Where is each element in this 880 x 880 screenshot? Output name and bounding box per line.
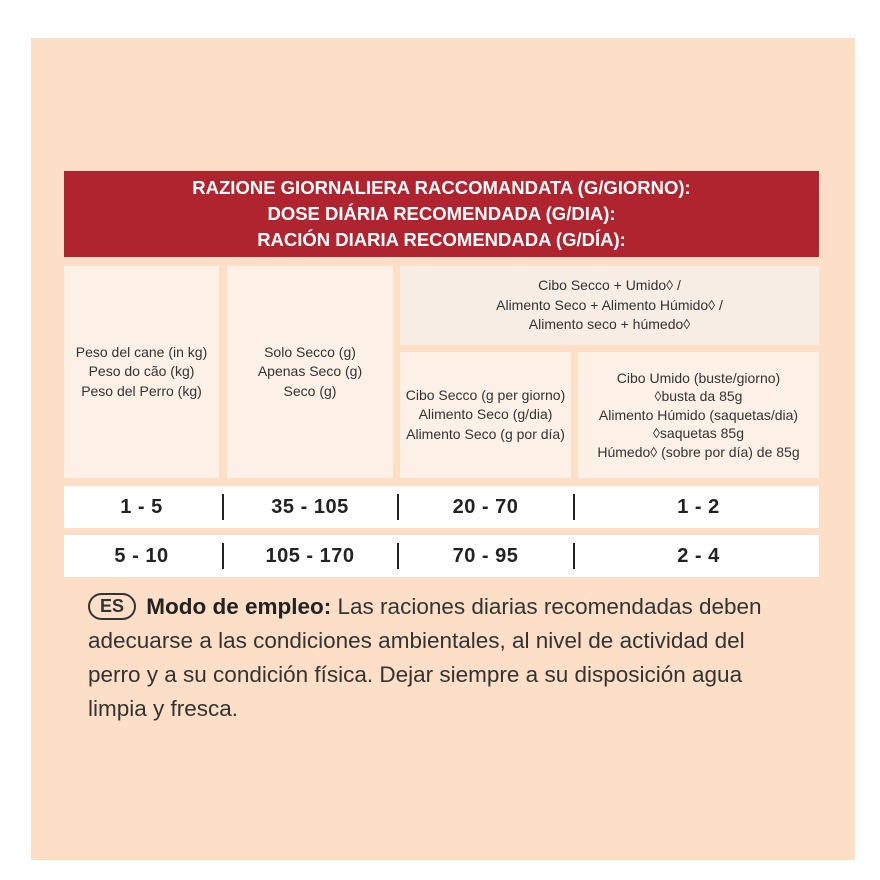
usage-heading: Modo de empleo: [146,594,332,619]
header-mixed-dry: Cibo Secco (g per giorno) Alimento Seco (g/dia) Alimento Seco (g por día) [400,352,571,478]
table-title-banner [64,171,819,257]
column-separator [222,543,224,569]
table-row [64,535,819,577]
column-separator [222,494,224,520]
title-portuguese: DOSE DIÁRIA RECOMENDADA (G/DIA): [267,203,616,224]
cell-mixed-wet: 2 - 4 [677,544,720,567]
column-separator [573,543,575,569]
column-separator [573,494,575,520]
table-row [64,486,819,528]
language-badge: ES [88,593,136,620]
title-italian: RAZIONE GIORNALIERA RACCOMANDATA (G/GIORNO): [192,177,691,198]
title-spanish: RACIÓN DIARIA RECOMENDADA (G/DÍA): [257,229,626,250]
column-separator [397,494,399,520]
column-separator [397,543,399,569]
cell-dry: 105 - 170 [265,544,355,567]
cell-weight: 5 - 10 [114,544,169,567]
header-mixed: Cibo Secco + Umido◊ / Alimento Seco + Alimento Húmido◊ / Alimento seco + húmedo◊ [400,266,819,345]
cell-mixed-dry: 70 - 95 [452,544,519,567]
cell-weight: 1 - 5 [120,495,163,518]
header-dry-only: Solo Secco (g) Apenas Seco (g) Seco (g) [227,266,393,478]
cell-mixed-wet: 1 - 2 [677,495,720,518]
header-weight: Peso del cane (in kg) Peso do cão (kg) Peso del Perro (kg) [64,266,219,478]
usage-text: Las raciones diarias recomendadas deben adecuarse a las condiciones ambientales, al nivel de actividad del perro y a su condición física. Dejar siempre a su disposición agua limpia y fresca. [88,594,762,721]
cell-mixed-dry: 20 - 70 [452,495,519,518]
header-mixed-wet: Cibo Umido (buste/giorno) ◊busta da 85g Alimento Húmido (saquetas/dia) ◊saquetas 85g Húmedo◊ (sobre por día) de 85g [578,352,819,478]
cell-dry: 35 - 105 [271,495,349,518]
usage-instructions [88,590,788,726]
